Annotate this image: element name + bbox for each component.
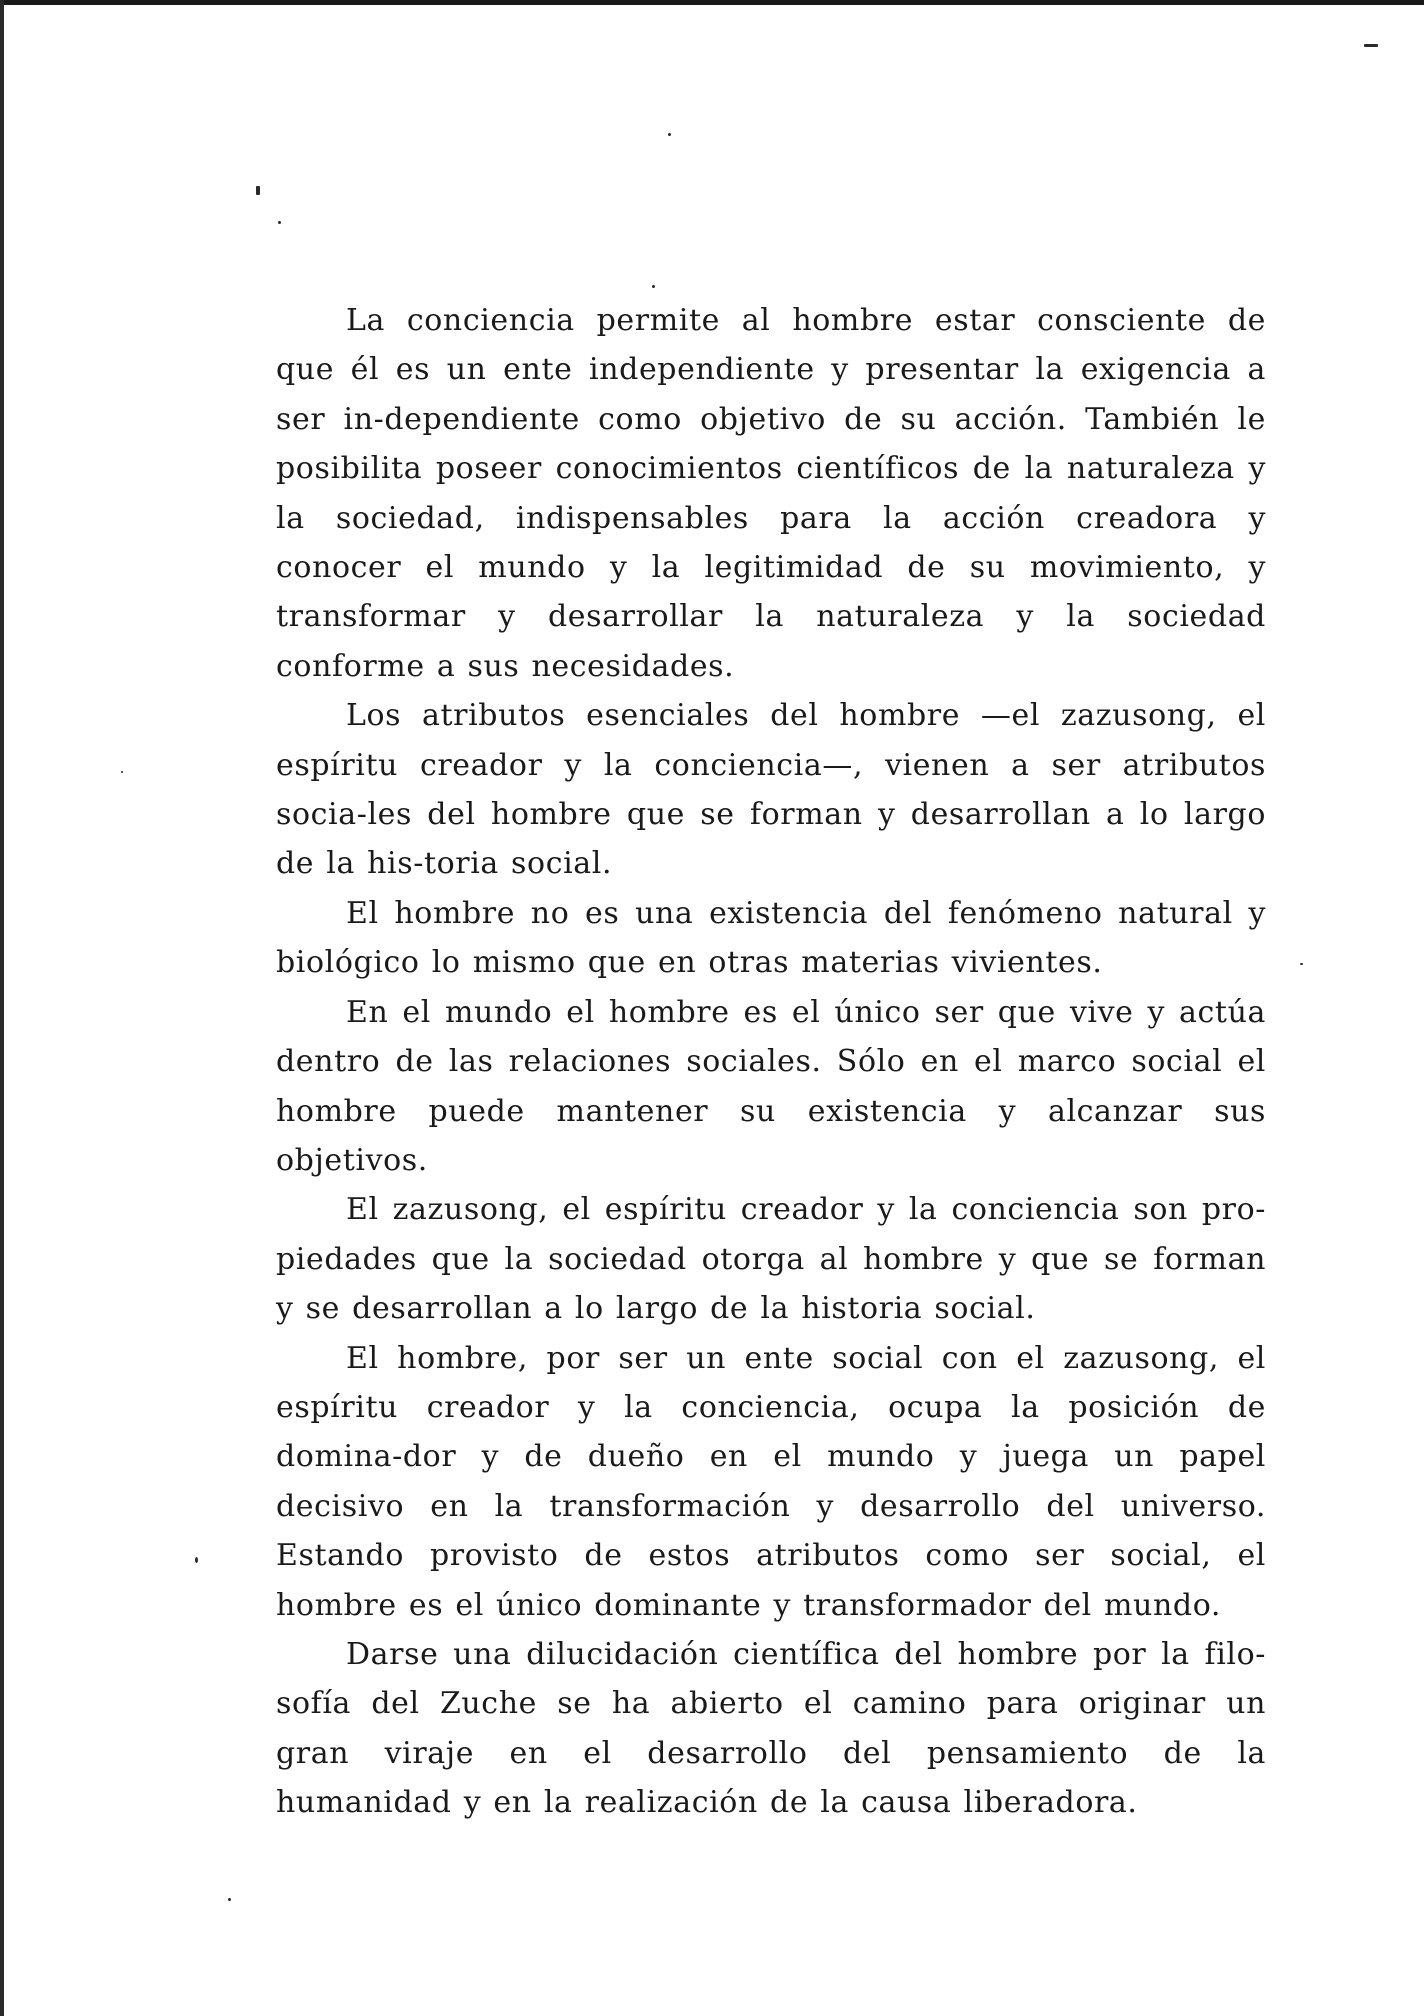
scan-speck <box>228 1898 231 1901</box>
scan-speck <box>652 285 655 288</box>
paragraph-1: La conciencia permite al hombre estar consciente de que él es un ente independiente y presentar la exigencia a ser in-dependiente como objetivo de su acción. También le posibilita poseer conocimientos científicos de la naturaleza y la sociedad, indispensables para la acción creadora y conocer el mundo y la legitimidad de su movimiento, y transformar y desarrollar la naturaleza y la sociedad conforme a sus necesidades. <box>276 303 1266 684</box>
paragraph-6: El hombre, por ser un ente social con el zazusong, el espíritu creador y la conciencia, ocupa la posición de domina-dor y de dueño en el mundo y juega un papel decisivo en la transformación y desarrollo del universo. Estando provisto de estos atributos como ser social, el hombre es el único dominante y transformador del mundo. <box>276 1340 1266 1623</box>
scan-speck <box>668 133 671 136</box>
page-left-border <box>0 0 4 2016</box>
scan-speck <box>1300 963 1303 965</box>
scan-speck <box>1364 44 1378 47</box>
paragraph-4: En el mundo el hombre es el único ser que vive y actúa dentro de las relaciones sociales. Sólo en el marco social el hombre puede mantener su existencia y alcanzar sus objetivos. <box>276 994 1266 1178</box>
scan-speck <box>278 221 281 224</box>
scan-speck <box>256 186 260 195</box>
paragraph-7: Darse una dilucidación científica del hombre por la filo-sofía del Zuche se ha abierto el camino para originar un gran viraje en el desarrollo del pensamiento de la humanidad y en la realización de la causa liberadora. <box>276 1636 1266 1821</box>
page-top-border <box>0 0 1424 5</box>
scan-speck <box>195 1557 198 1563</box>
paragraph-3: El hombre no es una existencia del fenómeno natural y biológico lo mismo que en otras materias vivientes. <box>276 895 1266 981</box>
scan-speck <box>121 771 123 773</box>
paragraph-5: El zazusong, el espíritu creador y la conciencia son pro-piedades que la sociedad otorga al hombre y que se forman y se desarrollan a lo largo de la historia social. <box>276 1192 1266 1327</box>
body-text <box>276 296 1266 1828</box>
paragraph-2: Los atributos esenciales del hombre —el zazusong, el espíritu creador y la conciencia—, vienen a ser atributos socia-les del hombre que se forman y desarrollan a lo largo de la his-toria social. <box>276 698 1266 882</box>
